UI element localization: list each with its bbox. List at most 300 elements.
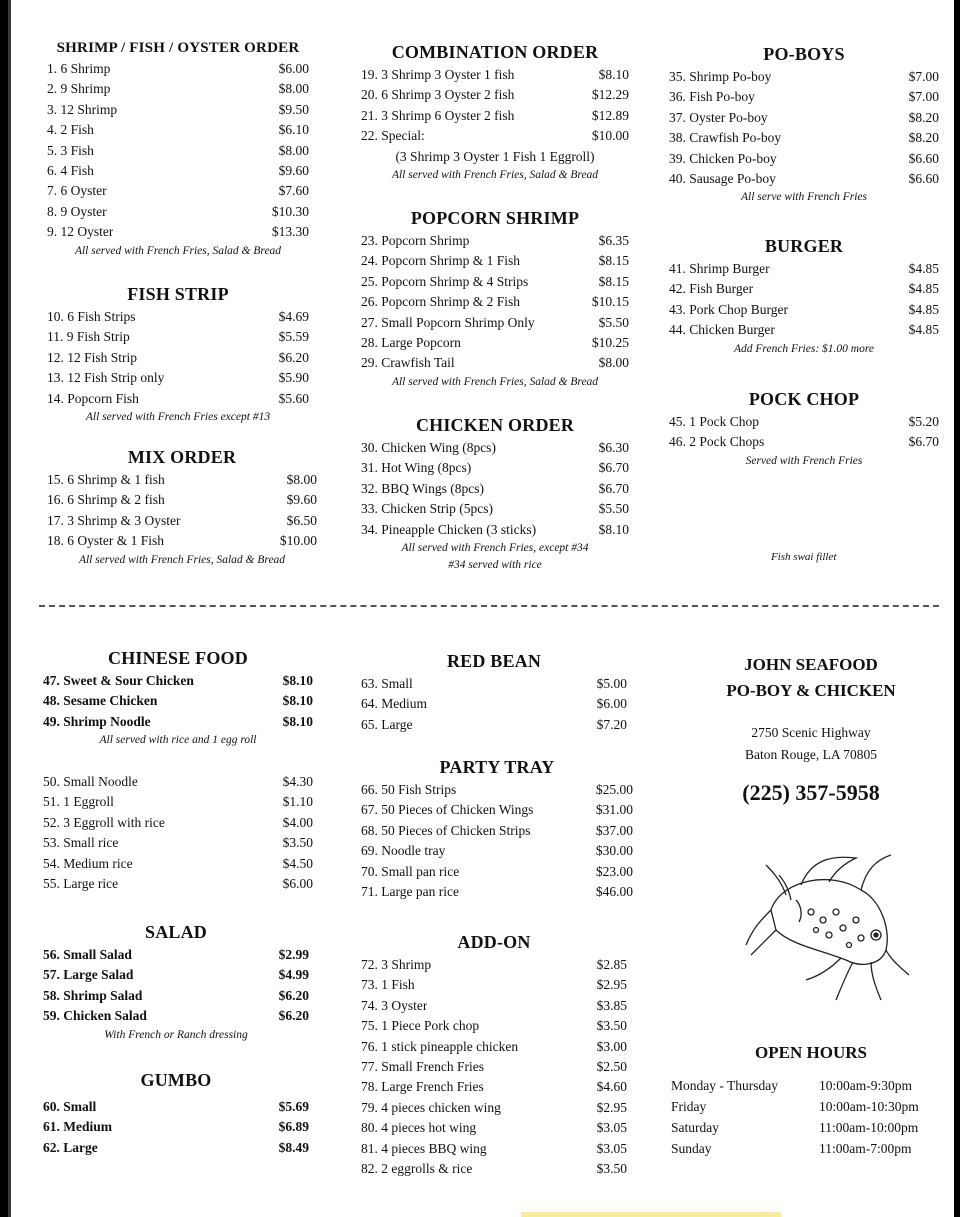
- menu-item-price: $4.85: [908, 281, 939, 297]
- menu-item-price: $6.00: [278, 61, 309, 76]
- menu-item: [669, 108, 939, 128]
- menu-item-price: $3.85: [596, 997, 627, 1013]
- menu-item-price: $5.90: [278, 370, 309, 386]
- address-line-1: 2750 Scenic Highway: [751, 725, 871, 740]
- menu-item-name: 40. Sausage Po-boy: [669, 171, 776, 187]
- section-note: All served with rice and 1 egg roll: [99, 734, 257, 747]
- menu-item-price: $4.50: [282, 855, 313, 871]
- menu-item: [361, 85, 629, 105]
- menu-item-price: $13.30: [271, 224, 309, 240]
- section-title: MIX ORDER: [127, 447, 237, 467]
- menu-item-name: 74. 3 Oyster: [361, 997, 428, 1013]
- section-salad: [43, 922, 309, 1044]
- menu-item-price: $2.95: [596, 1099, 627, 1115]
- menu-item-price: $12.89: [591, 107, 629, 123]
- menu-item: [361, 694, 627, 714]
- shop-address: [691, 722, 931, 766]
- menu-item: [47, 531, 317, 551]
- menu-item-name: 32. BBQ Wings (8pcs): [361, 480, 484, 496]
- menu-item-name: 57. Large Salad: [43, 967, 134, 983]
- hours-row: [671, 1096, 941, 1117]
- menu-item-price: $3.05: [596, 1120, 627, 1136]
- menu-item-name: 2. 9 Shrimp: [47, 81, 111, 97]
- menu-item-name: 51. 1 Eggroll: [43, 794, 114, 810]
- section-title: POPCORN SHRIMP: [410, 208, 580, 228]
- menu-item-price: $7.60: [278, 183, 309, 199]
- menu-item: [361, 458, 629, 478]
- menu-item: [361, 313, 629, 333]
- hours-day: Saturday: [671, 1120, 719, 1135]
- menu-item-price: $8.49: [278, 1139, 309, 1155]
- menu-item: [43, 945, 309, 965]
- menu-item: [361, 841, 633, 861]
- menu-item-price: $30.00: [595, 843, 633, 859]
- menu-item-name: 76. 1 stick pineapple chicken: [361, 1038, 519, 1054]
- menu-item-price: $6.70: [598, 460, 629, 476]
- menu-item: [43, 986, 309, 1006]
- menu-item-price: $4.85: [908, 322, 939, 338]
- menu-item-price: $1.10: [282, 794, 313, 810]
- menu-item-price: $8.00: [598, 355, 629, 371]
- menu-item: [361, 65, 629, 85]
- section-title: PARTY TRAY: [439, 757, 555, 777]
- menu-item: [361, 231, 629, 251]
- menu-item-name: 29. Crawfish Tail: [361, 355, 455, 371]
- menu-item: [669, 279, 939, 299]
- menu-item: [47, 490, 317, 510]
- menu-item: [361, 106, 629, 126]
- menu-item-name: 50. Small Noodle: [43, 774, 138, 789]
- menu-item-price: $2.95: [596, 977, 627, 993]
- menu-item: [361, 882, 633, 902]
- menu-item: [669, 149, 939, 169]
- section-note: Add French Fries: $1.00 more: [734, 342, 874, 355]
- menu-item-price: $2.99: [278, 947, 309, 962]
- menu-item-price: $8.15: [598, 253, 629, 269]
- menu-item-price: $9.50: [278, 101, 309, 117]
- section-po-boys: [669, 44, 939, 206]
- section-title: PO-BOYS: [763, 44, 845, 64]
- hours-row: [671, 1138, 941, 1159]
- menu-item-price: $5.50: [598, 501, 629, 517]
- menu-item: [43, 1097, 309, 1117]
- menu-item: [47, 120, 309, 140]
- section-title: SALAD: [144, 922, 207, 942]
- menu-item-price: $9.60: [278, 163, 309, 179]
- menu-item-price: $10.00: [279, 533, 317, 549]
- menu-item: [361, 333, 629, 353]
- menu-item-name: 69. Noodle tray: [361, 843, 446, 859]
- menu-item-name: 62. Large: [43, 1139, 98, 1155]
- section-note-2: #34 served with rice: [448, 559, 542, 572]
- menu-item-name: 37. Oyster Po-boy: [669, 109, 768, 125]
- menu-item: [43, 965, 309, 985]
- hours-title: OPEN HOURS: [755, 1043, 867, 1062]
- menu-item-price: $3.50: [596, 1018, 627, 1034]
- shop-name-line-1: JOHN SEAFOOD: [744, 655, 878, 674]
- menu-item-price: $5.59: [278, 329, 309, 345]
- menu-item-name: 27. Small Popcorn Shrimp Only: [361, 314, 535, 330]
- section-mix-order: [47, 447, 317, 569]
- menu-item: [47, 100, 309, 120]
- menu-item-price: $8.00: [278, 142, 309, 158]
- hours-row: [671, 1117, 941, 1138]
- menu-item-name: 54. Medium rice: [43, 855, 133, 871]
- menu-item: [669, 320, 939, 340]
- menu-item: [361, 715, 627, 735]
- section-pock-chop: [669, 389, 939, 470]
- menu-item-price: $4.30: [282, 774, 313, 789]
- section-divider: [39, 605, 939, 607]
- menu-item-price: $23.00: [595, 863, 633, 879]
- menu-item: [361, 674, 627, 694]
- menu-item: [361, 1077, 627, 1097]
- section-title: CHINESE FOOD: [108, 648, 248, 668]
- menu-item: [669, 87, 939, 107]
- menu-item: [361, 1098, 627, 1118]
- menu-item: [361, 353, 629, 373]
- menu-item-name: 34. Pineapple Chicken (3 sticks): [361, 521, 537, 537]
- hours-day: Monday - Thursday: [671, 1078, 778, 1093]
- shop-phone: (225) 357-5958: [742, 780, 880, 805]
- menu-item: [47, 389, 309, 409]
- menu-item: [47, 368, 309, 388]
- section-note: All served with French Fries, except #34: [401, 542, 589, 555]
- menu-item-price: $12.29: [591, 87, 629, 103]
- section-popcorn-shrimp: [361, 208, 629, 391]
- menu-item: [361, 1139, 627, 1159]
- menu-item: [43, 854, 313, 874]
- menu-item-price: $6.50: [286, 512, 317, 528]
- section-title: ADD-ON: [457, 932, 531, 952]
- menu-item-price: $8.00: [286, 472, 317, 487]
- menu-item-price: $5.69: [278, 1099, 309, 1114]
- section-burger: [669, 236, 939, 358]
- menu-item-name: 17. 3 Shrimp & 3 Oyster: [47, 512, 181, 528]
- menu-item-name: 5. 3 Fish: [47, 142, 94, 158]
- menu-item-price: $6.35: [598, 233, 629, 248]
- menu-item: [669, 300, 939, 320]
- hours-day: Sunday: [671, 1141, 712, 1156]
- menu-item: [361, 1118, 627, 1138]
- menu-item-name: 45. 1 Pock Chop: [669, 414, 760, 429]
- menu-item-name: 16. 6 Shrimp & 2 fish: [47, 492, 165, 508]
- menu-item: [361, 479, 629, 499]
- menu-item: [47, 327, 309, 347]
- menu-item-name: 60. Small: [43, 1099, 97, 1114]
- menu-item-price: $5.60: [278, 390, 309, 406]
- menu-item: [361, 126, 629, 146]
- menu-item-name: 20. 6 Shrimp 3 Oyster 2 fish: [361, 87, 515, 103]
- menu-item-price: $6.20: [278, 987, 309, 1003]
- section-title: GUMBO: [140, 1070, 212, 1090]
- menu-item-price: $10.00: [591, 128, 629, 144]
- section-title: SHRIMP / FISH / OYSTER ORDER: [56, 40, 300, 56]
- menu-item: [361, 1037, 627, 1057]
- menu-item-price: $4.99: [278, 967, 309, 983]
- menu-item-price: $9.60: [286, 492, 317, 508]
- menu-item-name: 15. 6 Shrimp & 1 fish: [47, 472, 165, 487]
- section-chinese-food: [43, 648, 313, 749]
- menu-item-price: $3.50: [596, 1161, 627, 1177]
- hours-time: 10:00am-10:30pm: [819, 1099, 919, 1114]
- menu-item-price: $6.89: [278, 1119, 309, 1135]
- menu-item: [361, 292, 629, 312]
- bottom-highlight-bar: [521, 1212, 781, 1217]
- menu-item: [669, 412, 939, 432]
- menu-item-price: $5.00: [596, 676, 627, 691]
- menu-item: [43, 712, 313, 732]
- menu-item-name: 26. Popcorn Shrimp & 2 Fish: [361, 294, 521, 310]
- menu-item: [47, 470, 317, 490]
- menu-item-name: 81. 4 pieces BBQ wing: [361, 1140, 487, 1156]
- menu-item-name: 10. 6 Fish Strips: [47, 309, 136, 324]
- section-title: CHICKEN ORDER: [415, 415, 575, 435]
- menu-item: [47, 307, 309, 327]
- menu-item: [361, 821, 633, 841]
- menu-item-name: 65. Large: [361, 716, 413, 732]
- menu-item-name: 59. Chicken Salad: [43, 1008, 147, 1024]
- menu-item-price: $7.00: [908, 89, 939, 105]
- menu-item-name: 18. 6 Oyster & 1 Fish: [47, 533, 165, 549]
- menu-item-name: 47. Sweet & Sour Chicken: [43, 673, 194, 688]
- menu-item: [43, 1138, 309, 1158]
- menu-item-price: $8.15: [598, 273, 629, 289]
- menu-item-name: 31. Hot Wing (8pcs): [361, 460, 472, 476]
- menu-item-name: 49. Shrimp Noodle: [43, 713, 151, 729]
- hours-time: 11:00am-10:00pm: [819, 1120, 919, 1135]
- section-shrimp-fish-oyster: [47, 40, 309, 260]
- menu-item-name: 68. 50 Pieces of Chicken Strips: [361, 822, 531, 838]
- menu-item: [43, 671, 313, 691]
- menu-item-name: 25. Popcorn Shrimp & 4 Strips: [361, 273, 529, 289]
- address-line-2: Baton Rouge, LA 70805: [745, 747, 877, 762]
- menu-item-name: 24. Popcorn Shrimp & 1 Fish: [361, 253, 521, 269]
- menu-item: [47, 141, 309, 161]
- menu-item-name: 52. 3 Eggroll with rice: [43, 814, 165, 830]
- menu-item-price: $6.00: [596, 696, 627, 712]
- menu-item-price: $10.15: [591, 294, 629, 310]
- menu-item-name: 22. Special:: [361, 128, 425, 144]
- hours-day: Friday: [671, 1099, 707, 1114]
- menu-item: [361, 1057, 627, 1077]
- menu-item-price: $8.10: [282, 713, 313, 729]
- section-note: All served with French Fries, Salad & Bread: [78, 553, 286, 566]
- section-note: All served with French Fries, Salad & Bread: [74, 244, 282, 257]
- menu-item-price: $6.00: [282, 876, 313, 892]
- menu-item: [361, 800, 633, 820]
- menu-item-name: 35. Shrimp Po-boy: [669, 69, 772, 84]
- menu-item-price: $4.69: [278, 309, 309, 324]
- section-combination-order: [361, 42, 629, 184]
- menu-item-price: $8.10: [598, 521, 629, 537]
- menu-item-name: 21. 3 Shrimp 6 Oyster 2 fish: [361, 107, 515, 123]
- menu-page: [8, 0, 954, 1217]
- section-note: All served with French Fries except #13: [85, 411, 271, 424]
- menu-item-price: $8.10: [598, 67, 629, 82]
- menu-item: [361, 499, 629, 519]
- menu-item-price: $10.25: [591, 335, 629, 351]
- menu-item-price: $6.20: [278, 1008, 309, 1024]
- menu-item-name: 58. Shrimp Salad: [43, 987, 143, 1003]
- section-note: With French or Ranch dressing: [104, 1028, 248, 1041]
- menu-item: [361, 975, 627, 995]
- menu-item: [669, 67, 939, 87]
- menu-item-price: $5.50: [598, 314, 629, 330]
- menu-item-name: 46. 2 Pock Chops: [669, 434, 765, 450]
- menu-item-price: $7.00: [908, 69, 939, 84]
- hours-time: 10:00am-9:30pm: [819, 1078, 912, 1093]
- menu-item-price: $5.20: [908, 414, 939, 429]
- menu-item: [47, 202, 309, 222]
- menu-item: [361, 780, 633, 800]
- menu-item-name: 28. Large Popcorn: [361, 335, 461, 351]
- menu-item: [43, 1117, 309, 1137]
- shop-name: [691, 652, 931, 704]
- menu-item-name: 30. Chicken Wing (8pcs): [361, 440, 496, 455]
- menu-item-price: $3.50: [282, 835, 313, 851]
- menu-item-price: $8.20: [908, 130, 939, 146]
- menu-item: [669, 169, 939, 189]
- menu-item: [361, 272, 629, 292]
- menu-item-price: $6.10: [278, 122, 309, 138]
- menu-item-price: $2.85: [596, 957, 627, 972]
- menu-item-name: 75. 1 Piece Pork chop: [361, 1018, 480, 1034]
- menu-item-name: 55. Large rice: [43, 876, 119, 892]
- hours-row: [671, 1075, 941, 1096]
- menu-item-name: 8. 9 Oyster: [47, 203, 107, 219]
- menu-item: [361, 955, 627, 975]
- menu-item: [47, 59, 309, 79]
- menu-item: [361, 1159, 627, 1179]
- menu-item-name: 48. Sesame Chicken: [43, 693, 158, 709]
- menu-item: [47, 161, 309, 181]
- menu-item-name: 12. 12 Fish Strip: [47, 349, 138, 365]
- menu-item-name: 43. Pork Chop Burger: [669, 301, 789, 317]
- menu-item-name: 77. Small French Fries: [361, 1059, 484, 1075]
- section-title: RED BEAN: [446, 651, 542, 671]
- menu-item: [361, 862, 633, 882]
- menu-item-price: $7.20: [596, 716, 627, 732]
- menu-item: [47, 511, 317, 531]
- menu-item-price: $46.00: [595, 884, 633, 900]
- menu-item-name: 6. 4 Fish: [47, 163, 94, 179]
- section-chinese-sides: [43, 772, 313, 894]
- section-note: Served with French Fries: [745, 454, 863, 467]
- section-title: FISH STRIP: [127, 284, 229, 304]
- menu-item-price: $4.60: [596, 1079, 627, 1095]
- menu-item-name: 70. Small pan rice: [361, 863, 460, 879]
- menu-item-price: $6.60: [908, 171, 939, 187]
- menu-item-name: 53. Small rice: [43, 835, 119, 851]
- menu-item-price: $3.00: [596, 1038, 627, 1054]
- section-title: BURGER: [764, 236, 844, 256]
- menu-item-name: 72. 3 Shrimp: [361, 957, 432, 972]
- section-note: All served with French Fries, Salad & Bread: [391, 168, 599, 181]
- menu-item-price: $10.30: [271, 203, 309, 219]
- menu-item: [43, 772, 313, 792]
- section-note: All serve with French Fries: [740, 191, 868, 204]
- section-chicken-order: [361, 415, 629, 574]
- menu-item: [47, 79, 309, 99]
- menu-item: [47, 222, 309, 242]
- menu-item-name: 4. 2 Fish: [47, 122, 94, 138]
- menu-item: [43, 1006, 309, 1026]
- menu-item-price: $37.00: [595, 822, 633, 838]
- section-title: COMBINATION ORDER: [391, 42, 599, 62]
- section-red-bean: [361, 651, 627, 735]
- section-note: All served with French Fries, Salad & Bread: [391, 375, 599, 388]
- menu-item-name: 73. 1 Fish: [361, 977, 415, 993]
- shop-name-line-2: PO-BOY & CHICKEN: [726, 681, 896, 700]
- menu-item: [361, 438, 629, 458]
- menu-item-price: $4.85: [908, 261, 939, 276]
- handwritten-note: Fish swai fillet: [771, 551, 837, 563]
- menu-item-name: 63. Small: [361, 676, 413, 691]
- menu-item-price: $8.10: [282, 673, 313, 688]
- special-detail: (3 Shrimp 3 Oyster 1 Fish 1 Eggroll): [395, 148, 595, 164]
- section-gumbo: [43, 1070, 309, 1158]
- menu-item-name: 3. 12 Shrimp: [47, 101, 118, 117]
- section-party-tray: [361, 757, 633, 902]
- menu-item: [43, 874, 313, 894]
- menu-item-name: 42. Fish Burger: [669, 281, 754, 297]
- menu-item: [361, 251, 629, 271]
- menu-item-price: $6.70: [908, 434, 939, 450]
- menu-item-name: 67. 50 Pieces of Chicken Wings: [361, 802, 534, 818]
- menu-item: [669, 432, 939, 452]
- menu-item: [669, 259, 939, 279]
- section-add-on: [361, 932, 627, 1179]
- section-fish-strip: [47, 284, 309, 426]
- menu-item: [43, 833, 313, 853]
- menu-item-name: 82. 2 eggrolls & rice: [361, 1161, 473, 1177]
- hours-table: [671, 1075, 941, 1159]
- menu-item-name: 7. 6 Oyster: [47, 183, 107, 199]
- menu-item-name: 19. 3 Shrimp 3 Oyster 1 fish: [361, 67, 515, 82]
- menu-item-name: 41. Shrimp Burger: [669, 261, 770, 276]
- menu-item-name: 23. Popcorn Shrimp: [361, 233, 470, 248]
- menu-item-name: 64. Medium: [361, 696, 427, 712]
- menu-item-price: $25.00: [595, 782, 633, 797]
- menu-item-name: 38. Crawfish Po-boy: [669, 130, 782, 146]
- menu-item-price: $6.20: [278, 349, 309, 365]
- menu-item-price: $8.20: [908, 109, 939, 125]
- menu-item-price: $4.00: [282, 814, 313, 830]
- hours-time: 11:00am-7:00pm: [819, 1141, 912, 1156]
- menu-item-name: 71. Large pan rice: [361, 884, 459, 900]
- menu-item-name: 39. Chicken Po-boy: [669, 150, 777, 166]
- menu-item-name: 1. 6 Shrimp: [47, 61, 111, 76]
- menu-item-name: 61. Medium: [43, 1119, 112, 1135]
- menu-item-price: $6.70: [598, 480, 629, 496]
- menu-item-price: $31.00: [595, 802, 633, 818]
- menu-item-price: $8.10: [282, 693, 313, 709]
- menu-item-name: 80. 4 pieces hot wing: [361, 1120, 477, 1136]
- menu-item-price: $6.30: [598, 440, 629, 455]
- menu-item-name: 13. 12 Fish Strip only: [47, 370, 165, 386]
- menu-item-name: 44. Chicken Burger: [669, 322, 775, 338]
- menu-item: [47, 181, 309, 201]
- menu-item: [43, 691, 313, 711]
- menu-item: [43, 813, 313, 833]
- menu-item-name: 66. 50 Fish Strips: [361, 782, 457, 797]
- menu-item-name: 11. 9 Fish Strip: [47, 329, 130, 345]
- menu-item-name: 33. Chicken Strip (5pcs): [361, 501, 493, 517]
- menu-item-price: $8.00: [278, 81, 309, 97]
- menu-item-price: $4.85: [908, 301, 939, 317]
- menu-item-name: 9. 12 Oyster: [47, 224, 114, 240]
